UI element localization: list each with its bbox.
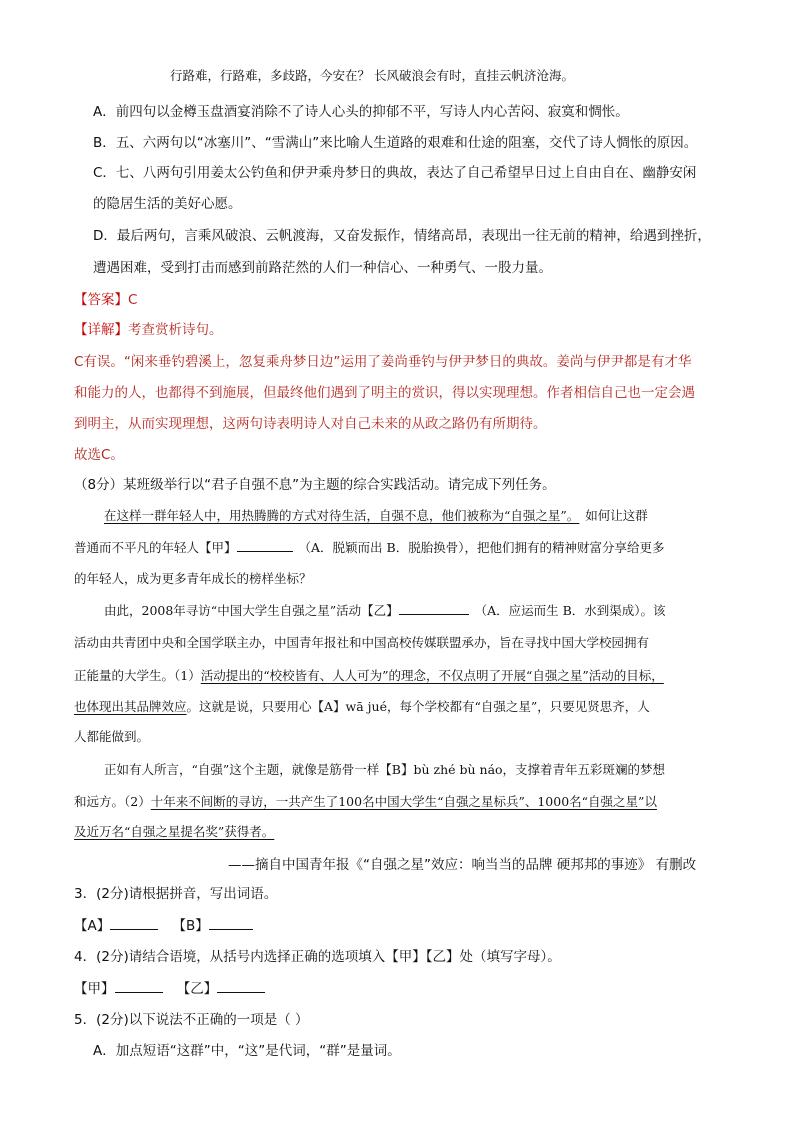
explanation-line-3: 到明主，从而实现理想，这两句诗表明诗人对自己未来的从政之路仍有所期待。 bbox=[74, 416, 547, 432]
passage-underlined-sentence: 十年来不间断的寻访，一共产生了100名中国大学生“自强之星标兵”、1000名“自强之星”以 bbox=[150, 794, 657, 809]
passage-underlined-sentence: 也体现出其品牌效应 bbox=[74, 699, 187, 714]
passage-text: 和远方。（2） bbox=[74, 794, 151, 809]
label-b: 【B】 bbox=[172, 918, 209, 934]
option-d-line2: 遭遇困难，受到打击而感到前路茫然的人们一种信心、一种勇气、一股力量。 bbox=[93, 260, 552, 276]
option-d-line1: D．最后两句，言乘风破浪、云帆渡海，又奋发振作，情绪高昂，表现出一往无前的精神，给遇到挫折， bbox=[93, 228, 711, 244]
label-yi: 【乙】 bbox=[176, 981, 218, 997]
passage-text: 由此，2008年寻访“中国大学生自强之星”活动【乙】 bbox=[104, 603, 399, 618]
passage-text: （A．脱颖而出 B．脱胎换骨），把他们拥有的精神财富分享给更多 bbox=[298, 540, 665, 555]
option-c-line2: 的隐居生活的美好心愿。 bbox=[93, 196, 242, 212]
explanation-line-2: 和能力的人，也都得不到施展，但最终他们遇到了明主的赏识，得以实现理想。作者相信自己也一定会遇 bbox=[74, 385, 695, 401]
passage-p2-line2: 活动由共青团中央和全国学联主办，中国青年报社和中国高校传媒联盟承办，旨在寻找中国大学校园拥有 bbox=[74, 635, 650, 650]
passage-p3-line3 bbox=[74, 822, 274, 840]
answer-blank-b[interactable] bbox=[209, 917, 253, 930]
detail-text: 考查赏析诗句。 bbox=[128, 322, 223, 338]
passage-underlined-sentence: 及近万名“自强之星提名奖”获得者。 bbox=[74, 824, 275, 839]
label-jia: 【甲】 bbox=[74, 981, 115, 997]
blank-jia[interactable] bbox=[237, 539, 293, 552]
passage-p1-line2 bbox=[74, 538, 664, 556]
passage-p2-line3 bbox=[74, 666, 664, 684]
passage-p2-line5: 人都能做到。 bbox=[74, 729, 150, 744]
blank-yi[interactable] bbox=[399, 602, 469, 615]
passage-text: （A．应运而生 B．水到渠成）。该 bbox=[474, 603, 666, 618]
passage-underlined-sentence: 在这样一群年轻人中，用热腾腾的方式对待生活，自强不息，他们被称为“自强之星”。 bbox=[104, 508, 580, 523]
passage-p2-line1 bbox=[104, 601, 666, 619]
passage-text: 。这就是说，只要用心【A】wā jué，每个学校都有“自强之星”，只要见贤思齐，人 bbox=[186, 699, 650, 714]
source-citation: ——摘自中国青年报《“自强之星”效应：响当当的品牌 硬邦邦的事迹》 有删改 bbox=[228, 857, 697, 873]
label-a: 【A】 bbox=[74, 918, 111, 934]
passage-underlined-sentence: 活动提出的“校校皆有、人人可为”的理念，不仅点明了开展“自强之星”活动的目标， bbox=[200, 668, 664, 683]
answer-blank-yi[interactable] bbox=[217, 980, 265, 993]
passage-text: 普通而不平凡的年轻人【甲】 bbox=[74, 540, 237, 555]
explanation-line-1: C有误。“闲来垂钓碧溪上，忽复乘舟梦日边”运用了姜尚垂钓与伊尹梦日的典故。姜尚与伊尹都是有才华 bbox=[74, 354, 692, 370]
question-4-answers bbox=[74, 977, 265, 997]
answer-tag: 【答案】 bbox=[74, 292, 128, 308]
passage-p3-line2 bbox=[74, 792, 657, 810]
detail-tag: 【详解】 bbox=[74, 322, 128, 338]
passage-p2-line4 bbox=[74, 697, 650, 715]
passage-p3-line1: 正如有人所言，“自强”这个主题，就像是筋骨一样【B】bù zhé bù náo，支撑着青年五彩斑斓的梦想 bbox=[104, 762, 666, 777]
passage-text: 正能量的大学生。（1） bbox=[74, 668, 201, 683]
answer-blank-a[interactable] bbox=[110, 917, 158, 930]
question-3: 3．(2分)请根据拼音，写出词语。 bbox=[74, 886, 278, 902]
task-intro: （8分）某班级举行以“君子自强不息”为主题的综合实践活动。请完成下列任务。 bbox=[74, 477, 556, 493]
answer-value: C bbox=[128, 292, 138, 308]
passage-text: 如何让这群 bbox=[585, 508, 648, 523]
question-5-option-a: A．加点短语“这群”中，“这”是代词，“群”是量词。 bbox=[93, 1043, 401, 1059]
poem-line: 行路难，行路难，多歧路，今安在？ 长风破浪会有时，直挂云帆济沧海。 bbox=[170, 68, 574, 83]
question-5: 5．(2分)以下说法不正确的一项是（ ） bbox=[74, 1012, 309, 1028]
passage-p1-line3: 的年轻人，成为更多青年成长的榜样坐标？ bbox=[74, 571, 312, 586]
passage-p1-line1 bbox=[104, 506, 648, 524]
option-a: A．前四句以金樽玉盘酒宴消除不了诗人心头的抑郁不平，写诗人内心苦闷、寂寞和惆怅。 bbox=[93, 104, 629, 120]
option-b: B．五、六两句以“冰塞川”、“雪满山”来比喻人生道路的艰难和仕途的阻塞，交代了诗人惆怅的原因。 bbox=[93, 135, 698, 151]
detail-row bbox=[74, 318, 223, 338]
answer-row bbox=[74, 288, 137, 308]
conclusion: 故选C。 bbox=[74, 447, 124, 463]
option-c-line1: C．七、八两句引用姜太公钓鱼和伊尹乘舟梦日的典故，表达了自己希望早日过上自由自在、幽静安闲 bbox=[93, 165, 697, 181]
question-3-answers bbox=[74, 914, 253, 934]
answer-blank-jia[interactable] bbox=[115, 980, 163, 993]
question-4: 4．(2分)请结合语境，从括号内选择正确的选项填入【甲】【乙】处（填写字母）。 bbox=[74, 949, 561, 965]
